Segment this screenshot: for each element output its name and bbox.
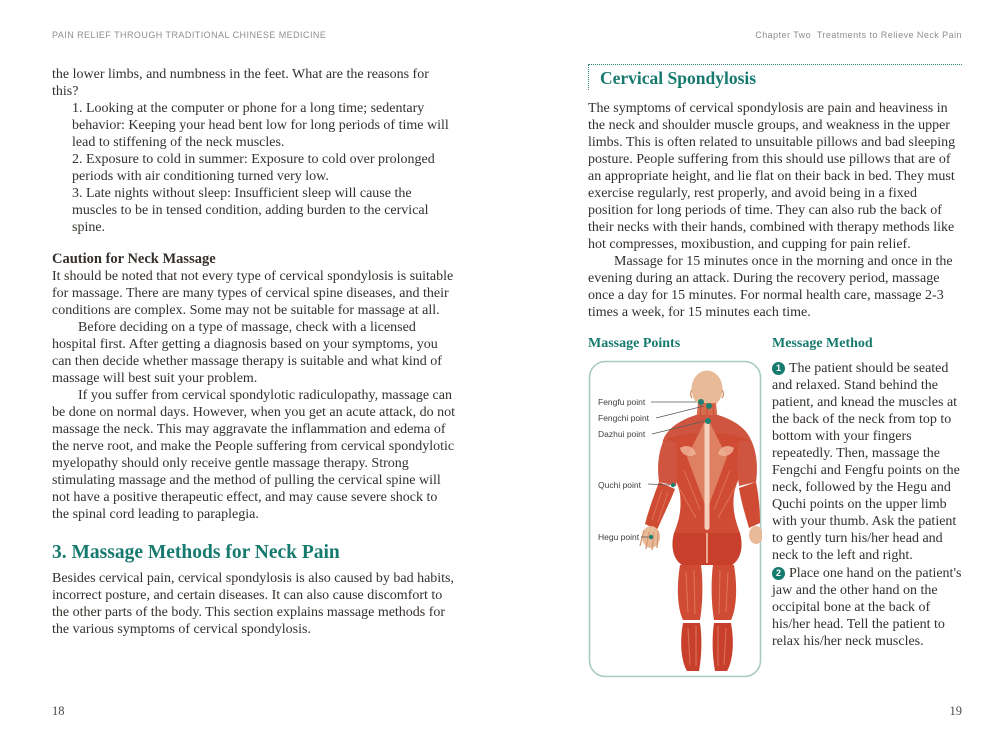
- hegu-point-dot: [649, 535, 653, 539]
- massage-points-column: [588, 335, 762, 683]
- right-running-head: Chapter Two Treatments to Relieve Neck Pain: [755, 30, 962, 40]
- list-item-2: 2. Exposure to cold in summer: Exposure to cold over prolonged periods with air conditioning turned very low.: [72, 152, 435, 184]
- right-page: [588, 0, 962, 750]
- step-2-number-badge: 2: [772, 567, 785, 580]
- massage-points-heading: Massage Points: [588, 336, 681, 351]
- message-method-column: [772, 335, 962, 683]
- points-method-columns: [588, 335, 962, 683]
- section-paragraph-1: Besides cervical pain, cervical spondylosis is also caused by bad habits, incorrect posture, and certain diseases. It can also cause discomfort to the other parts of the body. This section explains massage methods for the various symptoms of cervical spondylosis.: [52, 571, 455, 637]
- quchi-point-dot: [671, 483, 675, 487]
- section-title-box: [588, 64, 962, 90]
- reasons-list: [52, 100, 455, 236]
- right-body-column: [588, 64, 962, 683]
- step-1-text: The patient should be seated and relaxed. Stand behind the patient, and knead the muscles at the back of the neck from top to bottom with your fingers repeatedly. Then, massage the Fengchi and Fengfu points on the neck, followed by the Hegu and Quchi points on the upper limb with your thumb. Ask the patient to gently turn his/her head and neck to the left and right.: [772, 361, 960, 563]
- method-step-1: [772, 360, 962, 564]
- page-title: Cervical Spondylosis: [600, 68, 757, 88]
- left-running-head: PAIN RELIEF THROUGH TRADITIONAL CHINESE MEDICINE: [52, 30, 327, 40]
- left-page-number: 18: [52, 704, 65, 718]
- anatomy-figure: [588, 360, 762, 683]
- fengchi-point-dot: [706, 403, 712, 409]
- step-2-text: Place one hand on the patient's jaw and the other hand on the occipital bone at the back of his/her head. Tell the patient to relax his/her neck muscles.: [772, 566, 962, 649]
- intro-paragraph: the lower limbs, and numbness in the feet. What are the reasons for this?: [52, 67, 429, 99]
- caution-paragraph-3: If you suffer from cervical spondylotic radiculopathy, massage can be done on normal days. However, when you get an acute attack, do not massage the neck. This may aggravate the inflammation and edema of the nerve root, and make the People suffering from cervical spondylotic myelopathy should only receive gentle massage therapy. Strong stimulating massage and the method of pulling the cervical spine will not have a positive therapeutic effect, and may cause severe shock to the spinal cord leading to paraplegia.: [52, 388, 455, 522]
- list-item-1: 1. Looking at the computer or phone for a long time; sedentary behavior: Keeping your head bent low for long periods of time will lead to stiffening of the neck muscles.: [72, 101, 449, 150]
- message-method-heading: Message Method: [772, 336, 873, 351]
- fengfu-point-dot: [698, 399, 704, 405]
- section-heading: 3. Massage Methods for Neck Pain: [52, 542, 340, 563]
- massage-duration-paragraph: Massage for 15 minutes once in the morning and once in the evening during an attack. During the recovery period, massage once a day for 15 minutes. For normal health care, massage 2-3 times a week, for 15 minutes each time.: [588, 254, 953, 320]
- fengfu-point-label: Fengfu point: [598, 397, 646, 407]
- left-body-column: [52, 66, 455, 638]
- step-1-number-badge: 1: [772, 362, 785, 375]
- left-page: [52, 0, 455, 750]
- dazhui-point-label: Dazhui point: [598, 429, 646, 439]
- method-step-2: [772, 565, 962, 650]
- hegu-point-label: Hegu point: [598, 532, 640, 542]
- symptoms-paragraph: The symptoms of cervical spondylosis are pain and heaviness in the neck and shoulder muscle groups, and weakness in the upper limbs. This is often related to unsuitable pillows and bad sleeping posture. People suffering from this should use pillows that are of an appropriate height, and lie flat on their back in bed. They must exercise regularly, rest properly, and avoid being in a fixed position for long periods of time. They can also rub the back of their necks with their hands, combined with therapy methods like hot compresses, moxibustion, and cupping for pain relief.: [588, 101, 956, 252]
- caution-paragraph-2: Before deciding on a type of massage, check with a licensed hospital first. After getting a diagnosis based on your symptoms, you can then decide whether massage therapy is suitable and what kind of massage will best suit your problem.: [52, 320, 442, 386]
- dazhui-point-dot: [705, 418, 711, 424]
- caution-heading: Caution for Neck Massage: [52, 251, 216, 267]
- list-item-3: 3. Late nights without sleep: Insufficient sleep will cause the muscles to be in tensed condition, adding burden to the cervical spine.: [72, 186, 429, 235]
- fengchi-point-label: Fengchi point: [598, 413, 650, 423]
- right-page-number: 19: [949, 704, 962, 718]
- caution-paragraph-1: It should be noted that not every type of cervical spondylosis is suitable for massage. There are many types of cervical spine diseases, and their conditions are complex. Some may not be suitable for massage at all.: [52, 269, 454, 318]
- method-steps: [772, 360, 962, 650]
- quchi-point-label: Quchi point: [598, 480, 641, 490]
- anatomy-figure-svg: [588, 360, 762, 678]
